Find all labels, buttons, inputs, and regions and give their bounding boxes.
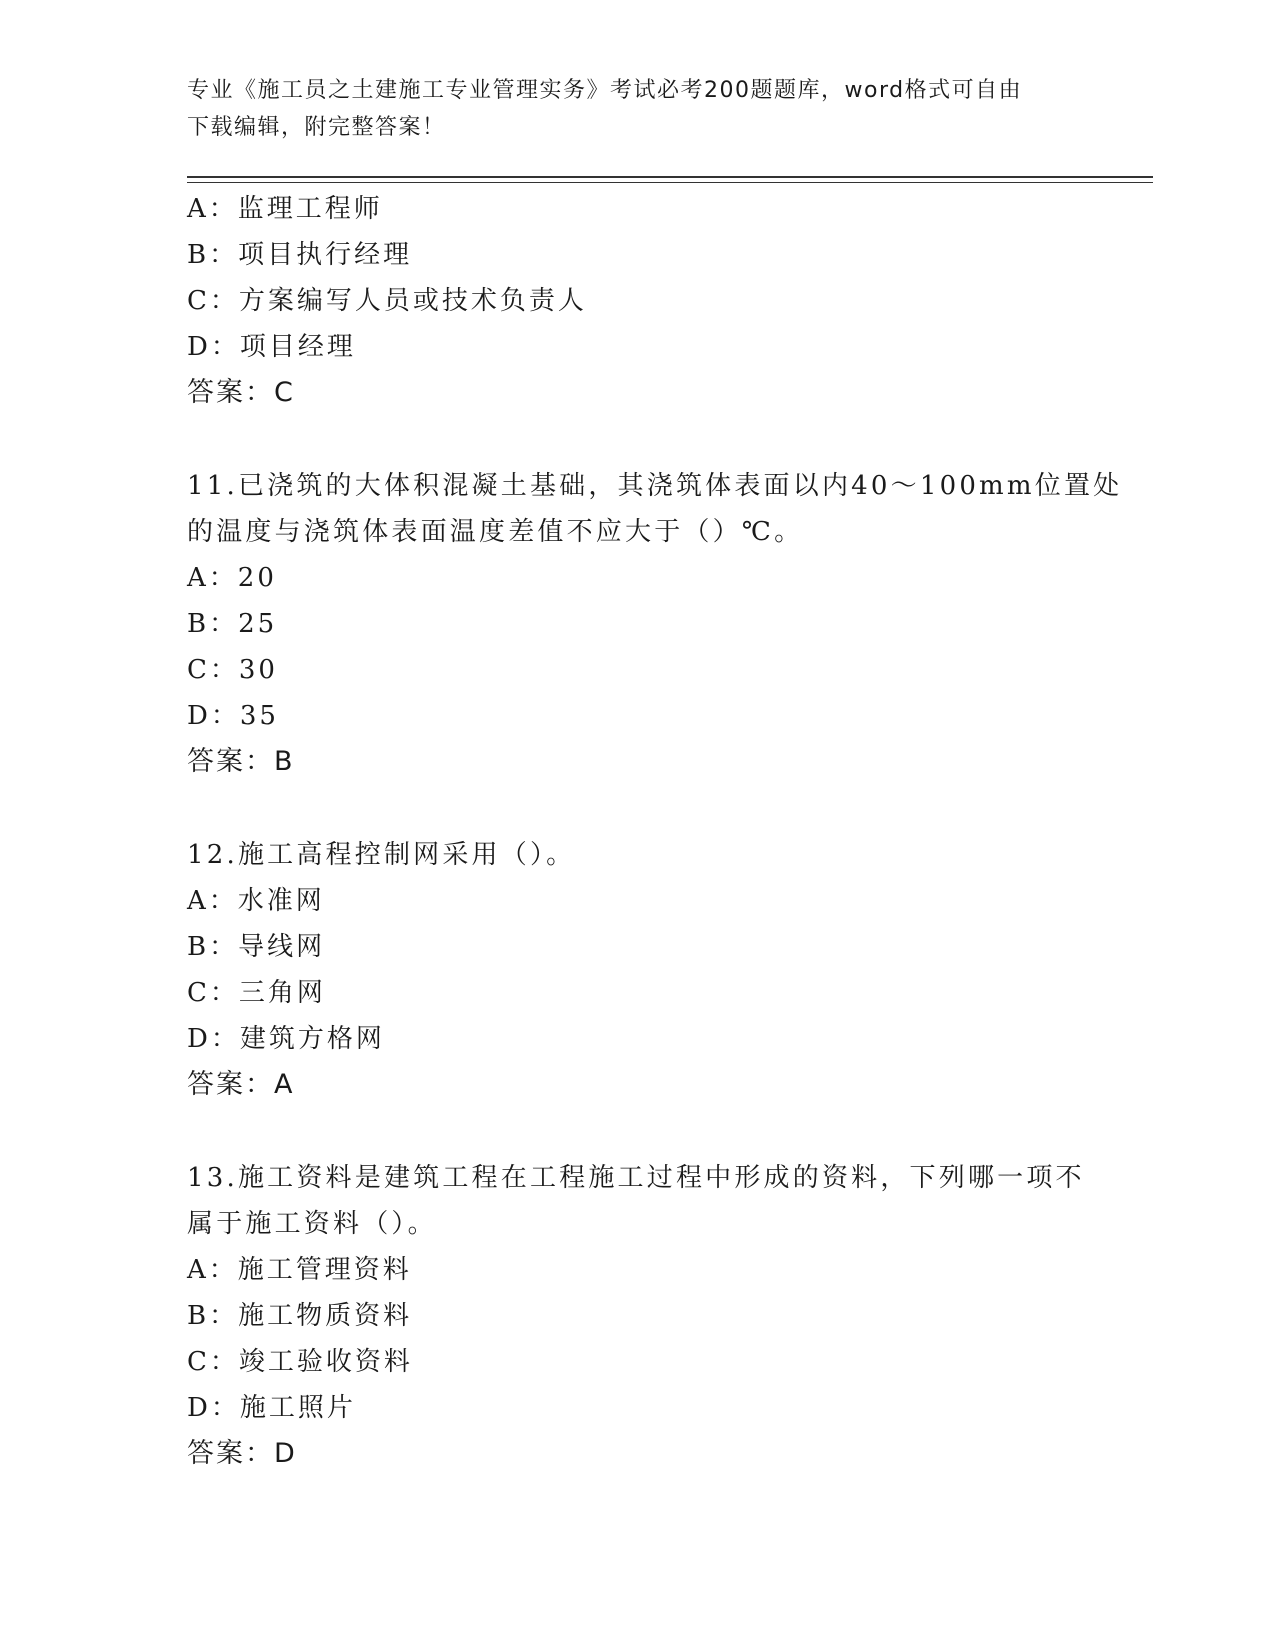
document-header (187, 72, 1087, 146)
question-block-12 (187, 832, 1087, 1108)
header-rule-thin (187, 182, 1153, 183)
option-d: D：35 (187, 701, 279, 731)
question-block-11 (187, 463, 1123, 785)
question-stem: 11.已浇筑的大体积混凝土基础，其浇筑体表面以内40～100mm位置处 (187, 471, 1123, 501)
question-block-13 (187, 1155, 1087, 1477)
answer: 答案：D (187, 1438, 297, 1469)
option-a: A：20 (187, 563, 277, 593)
option-a: A：水准网 (187, 886, 325, 916)
option-b: B：项目执行经理 (187, 240, 413, 270)
option-b: B：导线网 (187, 932, 326, 962)
option-b: B：25 (187, 609, 278, 639)
answer: 答案：B (187, 746, 295, 777)
answer: 答案：A (187, 1069, 295, 1100)
question-block-10 (187, 186, 1087, 416)
header-line-2: 下载编辑，附完整答案！ (187, 115, 446, 140)
question-stem: 13.施工资料是建筑工程在工程施工过程中形成的资料，下列哪一项不 (187, 1163, 1085, 1193)
option-c: C：三角网 (187, 978, 326, 1008)
option-c: C：竣工验收资料 (187, 1347, 413, 1377)
question-stem: 属于施工资料（）。 (187, 1209, 437, 1239)
option-b: B：施工物质资料 (187, 1301, 413, 1331)
option-d: D：项目经理 (187, 332, 356, 362)
header-line-1: 专业《施工员之土建施工专业管理实务》考试必考200题题库，word格式可自由 (187, 78, 1023, 103)
question-stem: 12.施工高程控制网采用（）。 (187, 840, 576, 870)
answer: 答案：C (187, 377, 295, 408)
header-rule-thick (187, 176, 1153, 178)
question-stem: 的温度与浇筑体表面温度差值不应大于（）℃。 (187, 517, 804, 547)
option-d: D：建筑方格网 (187, 1024, 385, 1054)
option-c: C：30 (187, 655, 278, 685)
option-a: A：监理工程师 (187, 194, 383, 224)
question-content (187, 186, 1123, 1477)
option-c: C：方案编写人员或技术负责人 (187, 286, 587, 316)
option-d: D：施工照片 (187, 1393, 356, 1423)
option-a: A：施工管理资料 (187, 1255, 412, 1285)
